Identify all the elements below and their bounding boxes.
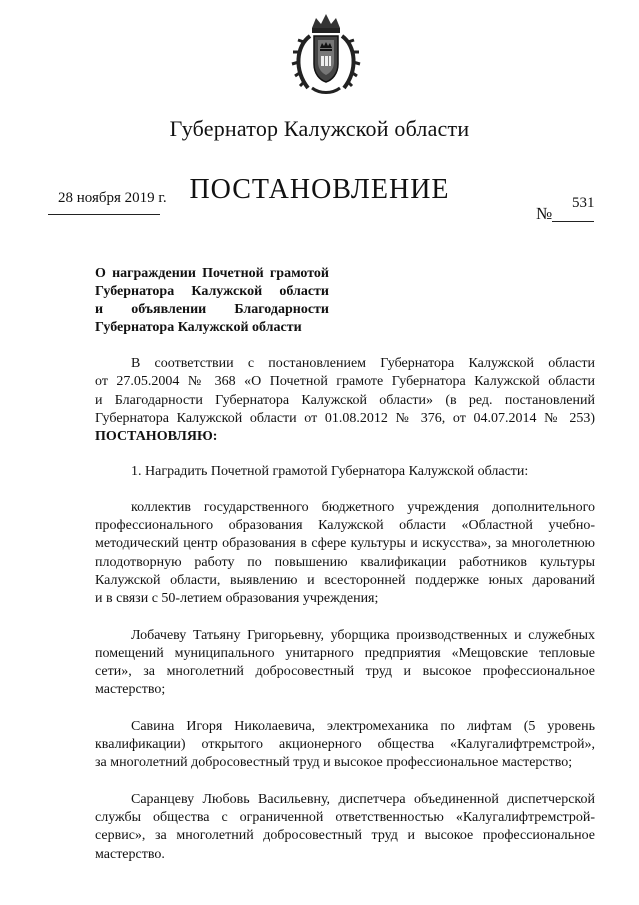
issuing-authority: Губернатор Калужской области — [169, 116, 470, 141]
decree-word: ПОСТАНОВЛЯЮ: — [95, 429, 218, 445]
subject-line: Губернатора Калужской области — [95, 284, 329, 299]
text-line: и Благодарности Губернатора Калужской области» (в ред. постановлений — [95, 392, 595, 408]
document-number: 531 — [572, 195, 595, 211]
awardee-paragraph — [95, 499, 595, 609]
awardee-paragraph — [95, 791, 595, 864]
text-line: сети», за многолетний добросовестный труд и высокое профессиональное — [95, 664, 595, 680]
text-line: за многолетний добросовестный труд и высокое профессиональное мастерство; — [95, 755, 573, 771]
kaluga-coat-of-arms-icon — [290, 12, 362, 98]
text-line: профессионального образования Калужской области «Областной учебно- — [95, 518, 595, 534]
text-line: Лобачеву Татьяну Григорьевну, уборщика производственных и служебных — [131, 627, 595, 643]
text-line: В соответствии с постановлением Губернатора Калужской области — [131, 356, 595, 371]
document-date: 28 ноября 2019 г. — [58, 190, 167, 206]
document-body — [95, 355, 595, 864]
subject-line: и объявлении Благодарности — [95, 302, 329, 317]
document-subject — [95, 265, 329, 337]
text-line: помещений муниципального унитарного предприятия «Мещовские тепловые — [95, 645, 595, 661]
document-type-title: ПОСТАНОВЛЕНИЕ — [189, 174, 450, 205]
text-line: сервис», за многолетний добросовестный труд и высокое профессиональное — [95, 828, 595, 844]
awardee-paragraph — [95, 627, 595, 700]
preamble-paragraph — [95, 355, 595, 446]
awardee-paragraph — [95, 718, 595, 773]
text-line: методический центр образования в сфере культуры и искусства», за многолетнюю — [95, 536, 595, 552]
number-sign: № — [536, 204, 553, 223]
text-line: квалификации) открытого акционерного общества «Калугалифтремстрой», — [95, 737, 595, 753]
text-line: 1. Наградить Почетной грамотой Губернатора Калужской области: — [131, 464, 529, 480]
item-1-heading — [95, 463, 595, 481]
text-line: от 27.05.2004 № 368 «О Почетной грамоте Губернатора Калужской области — [95, 374, 595, 390]
text-line: коллектив государственного бюджетного учреждения дополнительного — [131, 499, 595, 515]
number-underline — [552, 221, 594, 222]
text-line: мастерство; — [95, 682, 166, 698]
text-line: мастерство. — [95, 846, 165, 862]
subject-line: О награждении Почетной грамотой — [95, 266, 329, 281]
text-line: Саранцеву Любовь Васильевну, диспетчера объединенной диспетчерской — [131, 791, 595, 807]
text-line: плодотворную работу по повышению квалификации работников культуры — [95, 554, 595, 570]
text-line: Губернатора Калужской области от 01.08.2012 № 376, от 04.07.2014 № 253) — [95, 410, 595, 426]
text-line: Савина Игоря Николаевича, электромеханика по лифтам (5 уровень — [131, 718, 595, 734]
subject-line: Губернатора Калужской области — [95, 320, 302, 335]
date-underline — [48, 214, 160, 215]
text-line: и в связи с 50-летием образования учреждения; — [95, 591, 379, 607]
text-line: Калужской области, выявлению и всесторонней поддержке юных дарований — [95, 572, 595, 588]
text-line: службы общества с ограниченной ответственностью «Калугалифтремстрой- — [95, 809, 595, 825]
